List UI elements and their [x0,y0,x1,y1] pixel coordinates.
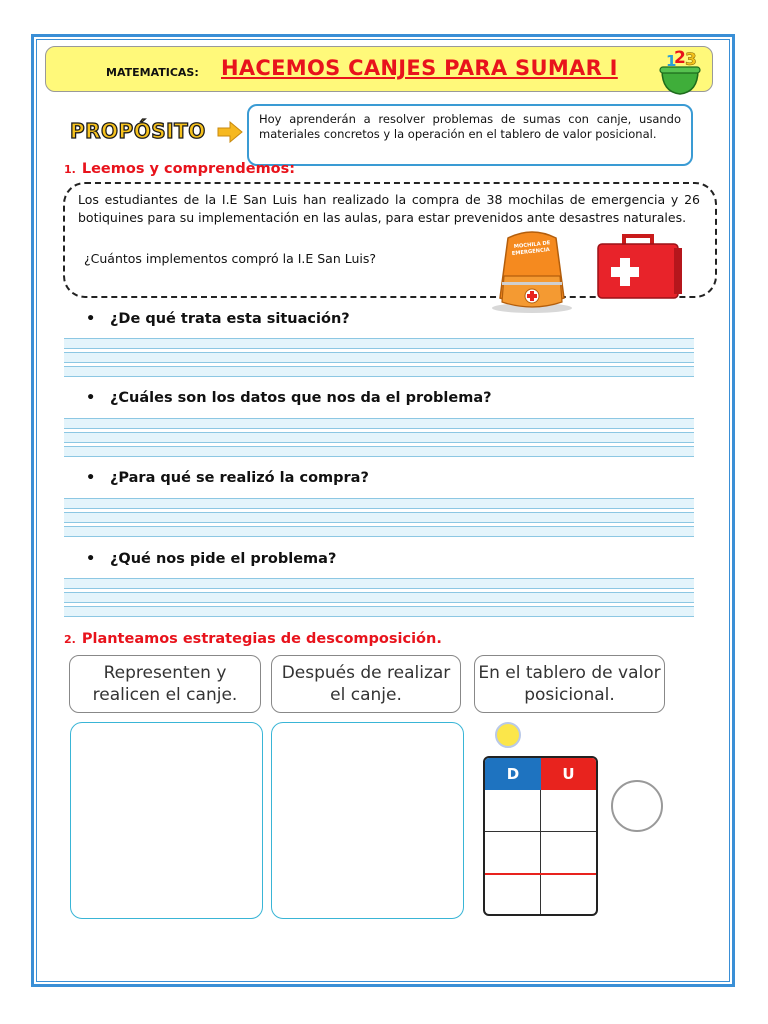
svg-text:PROPÓSITO: PROPÓSITO [70,119,206,143]
story-question: ¿Cuántos implementos compró la I.E San Luis? [84,251,377,266]
section-2-heading: Planteamos estrategias de descomposición. [81,631,442,647]
section-2-number: 2. [64,633,76,646]
question-1-text: ¿De qué trata esta situación? [110,311,350,327]
board-divider [540,790,541,916]
work-area-2[interactable] [271,722,464,919]
bullet-icon: • [86,551,96,567]
bullet-icon: • [86,311,96,327]
answer-lines-2[interactable] [64,418,694,460]
question-3 [86,470,369,486]
svg-text:EMERGENCIA: EMERGENCIA [511,247,551,257]
work-area-1[interactable] [70,722,263,919]
header-banner [45,46,713,92]
answer-lines-3[interactable] [64,498,694,540]
question-2-text: ¿Cuáles son los datos que nos da el problema? [110,390,492,406]
section-1-title [64,161,295,177]
svg-text:2: 2 [674,48,686,68]
question-1 [86,311,350,327]
answer-lines-4[interactable] [64,578,694,620]
strategy-label-2: Después de realizar el canje. [271,655,461,713]
number-pot-icon [652,42,708,98]
page-title: HACEMOS CANJES PARA SUMAR I [221,56,618,80]
section-2-title [64,631,442,647]
svg-text:3: 3 [685,50,697,70]
emergency-backpack-image [488,228,576,314]
tens-column-header: D [485,758,541,790]
board-sum-line [485,873,596,875]
question-3-text: ¿Para qué se realizó la compra? [110,470,369,486]
bullet-icon: • [86,390,96,406]
question-4 [86,551,336,567]
question-2 [86,390,492,406]
bullet-icon: • [86,470,96,486]
purpose-text: Hoy aprenderán a resolver problemas de sumas con canje, usando materiales concretos y la operación en el tablero de valor posicional. [259,112,681,141]
counter-token [495,722,521,748]
story-text: Los estudiantes de la I.E San Luis han realizado la compra de 38 mochilas de emergencia y 26 botiquines para su implementación en las aulas, para estar prevenidos ante desastres naturales. [78,192,700,225]
strategy-label-3: En el tablero de valor posicional. [474,655,665,713]
purpose-box [247,104,693,166]
arrow-right-icon [217,121,243,143]
svg-text:MOCHILA DE: MOCHILA DE [513,240,551,250]
first-aid-kit-image [594,232,686,302]
answer-circle[interactable] [611,780,663,832]
question-4-text: ¿Qué nos pide el problema? [110,551,337,567]
svg-text:1: 1 [666,52,677,70]
section-1-number: 1. [64,163,76,176]
section-1-heading: Leemos y comprendemos: [81,161,296,177]
proposito-logo [68,116,213,146]
board-row-line [485,831,596,832]
subject-label: MATEMATICAS: [106,66,199,79]
place-value-board[interactable] [483,756,598,916]
strategy-label-1: Representen y realicen el canje. [69,655,261,713]
answer-lines-1[interactable] [64,338,694,380]
units-column-header: U [541,758,596,790]
